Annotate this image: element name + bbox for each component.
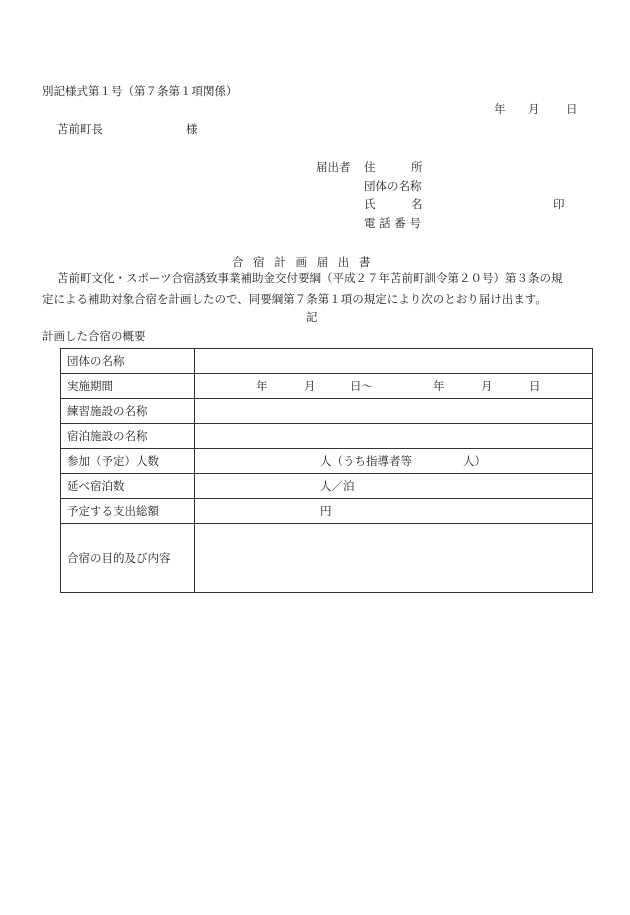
period-start-year: 年 [256,379,268,393]
table-row [61,399,593,424]
body-line-1: 苫前町文化・スポーツ合宿誘致事業補助金交付要綱（平成２７年苫前町訓令第２０号）第３条の規 [57,271,563,285]
total-expense-unit: 円 [320,504,332,518]
applicant-phone-label: 電 話 番 号 [364,216,421,230]
total-nights-field[interactable] [195,474,593,499]
period-start-month: 月 [304,379,316,393]
document-title: 合 宿 計 画 届 出 書 [232,255,374,269]
applicant-name-label-a: 氏 [364,197,376,211]
ki-mark: 記 [306,310,318,324]
purpose-field[interactable] [195,524,593,593]
participants-field[interactable] [195,449,593,474]
instructors-unit: 人） [463,454,486,468]
group-name-field[interactable] [195,349,593,374]
seal-mark: 印 [553,197,565,211]
applicant-address-label-a: 住 [364,160,376,174]
applicant-label: 届出者 [316,160,351,174]
body-line-2: 定による補助対象合宿を計画したので、同要綱第７条第１項の規定により次のとおり届け出ます。 [42,292,547,306]
applicant-address-label-b: 所 [411,160,423,174]
table-row [61,349,593,374]
row-label-lodging-facility: 宿泊施設の名称 [61,424,195,449]
applicant-group-name-label: 団体の名称 [364,179,422,193]
date-year: 年 [494,102,506,116]
total-expense-field[interactable] [195,499,593,524]
plan-summary-table [60,348,593,593]
row-label-participants: 参加（予定）人数 [61,449,195,474]
total-nights-unit: 人／泊 [320,479,355,493]
row-label-total-nights: 延べ宿泊数 [61,474,195,499]
lodging-facility-field[interactable] [195,424,593,449]
table-row [61,474,593,499]
addressee-name: 苫前町長 [57,122,103,136]
addressee-honorific: 様 [186,122,198,136]
practice-facility-field[interactable] [195,399,593,424]
form-number: 別記様式第１号（第７条第１項関係） [42,84,238,98]
date-month: 月 [528,102,540,116]
table-row [61,449,593,474]
date-day: 日 [566,102,578,116]
row-label-group-name: 団体の名称 [61,349,195,374]
table-row [61,424,593,449]
period-end-year: 年 [433,379,445,393]
row-label-practice-facility: 練習施設の名称 [61,399,195,424]
period-end-day: 日 [529,379,541,393]
participants-unit: 人（うち指導者等 [320,454,412,468]
period-start-day: 日～ [350,379,373,393]
applicant-name-label-b: 名 [411,197,423,211]
row-label-purpose: 合宿の目的及び内容 [61,524,195,593]
table-row [61,524,593,593]
table-row [61,374,593,399]
table-row [61,499,593,524]
period-field[interactable] [195,374,593,399]
row-label-total-expense: 予定する支出総額 [61,499,195,524]
row-label-period: 実施期間 [61,374,195,399]
section-heading: 計画した合宿の概要 [42,329,146,343]
period-end-month: 月 [481,379,493,393]
